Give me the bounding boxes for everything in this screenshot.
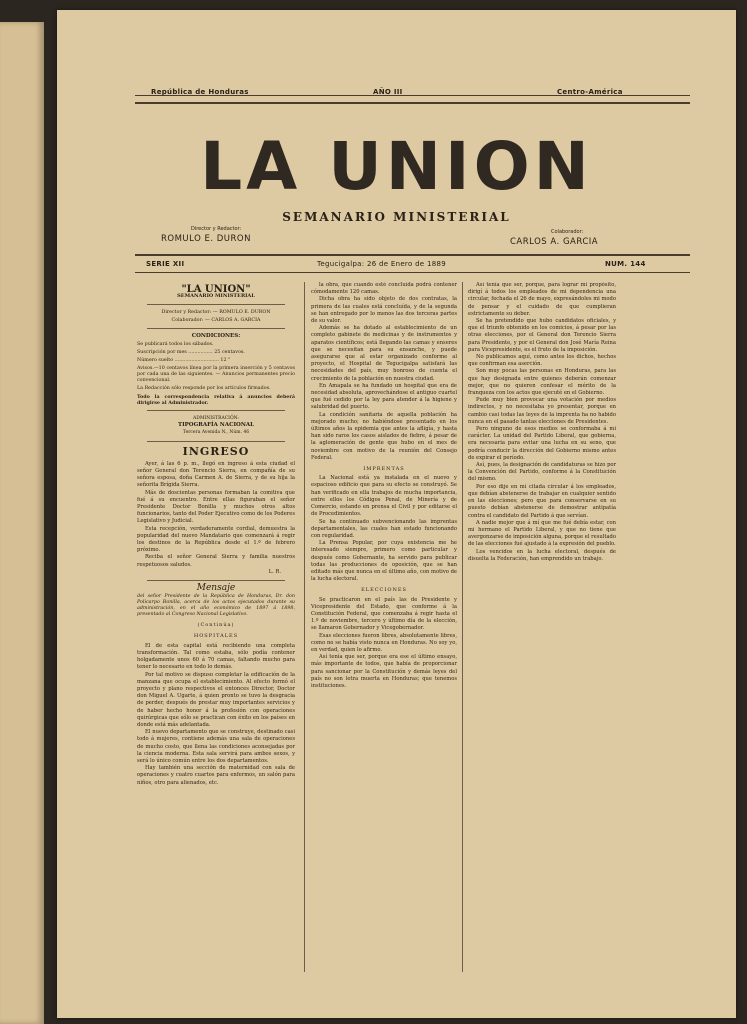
admin-address: Tercera Avenida N., Núm. 46: [182, 430, 250, 436]
c3-p8: Por eso dije en mi citada circular á los empleados, que debían abstenerse de trabajar en cualquier sentido en las elecciones; pero que para conservarse en su puesto debían abstenerse de demostrar antipatía contra el candidato del Partido á que servían.: [468, 483, 616, 519]
c2-p9: Se practicaron en el país las de Presidente y Vicepresidente del Estado, que conforme á la Constitución Federal, que comenzaba á regir hasta el 1.º de noviembre, tercero y último día de la elección, se llamaron Gobernador y Vicegobernador.: [311, 596, 457, 632]
box-title: "LA UNION": [181, 284, 251, 295]
note-1: La Redacción sólo responde por los artículos firmados.: [137, 386, 271, 392]
c3-p7: Así, pues, la designación de candidaturas se hizo por la Convención del Partido, conforme á la Constitución del mismo.: [468, 462, 616, 483]
rule-top-2: [135, 102, 690, 104]
collaborator-name: CARLOS A. GARCIA: [510, 237, 599, 247]
ingreso-p1: Ayer, á las 6 p. m., llegó en ingreso á esta ciudad el señor General don Terencio Sierra, en compañía de su señora esposa, doña Carmen A. de Sierra, y de su hija la señorita Brígida Sierra.: [137, 460, 295, 489]
c3-p2: Se ha pretendido que hubo candidatos oficiales, y que el triunfo obtenido en los comicios, á pesar por las otras elecciones, por el General don Terencio Sierra para Presidente, y por el General don José María Reina para Vicepresidente, es el fruto de la imposición.: [468, 318, 616, 353]
c2-p2: Dicha obra ha sido objeto de dos contratas, la primera de las cuales está concluída, y de la segunda se han entregado por lo menos las dos terceras partes de su valor.: [311, 296, 457, 325]
c2-p5: La condición sanitaria de aquella población ha mejorado mucho; no habiéndose presentado en los últimos años la epidemia que antes la afligía, y hasta han sido raros los casos aislados de fiebre, á pesar de la aglomeración de gente que hubo en el mes de noviembre con motivo de la reunión del Consejo Federal.: [311, 411, 457, 461]
c3-p4: Son muy pocas las personas en Honduras, para las que hay designada entre quienes deberán comenzar mejor, que no quieren confesar el mérito de la franqueza con los actos que ejecuté en el Gobierno.: [468, 368, 616, 397]
ingreso-p2: Más de doscientas personas formaban la comitiva que fué á su encuentro. Entre ellas figuraban el señor Presidente Doctor Bonilla y muchos otros altos funcionarios, tanto del Poder Ejecutivo como de los Poderes Legislativo y Judicial.: [137, 489, 295, 525]
country-label: República de Honduras: [151, 88, 249, 96]
c3-p10: Los vencidos en la lucha electoral, después de disuelta la Federación, han emprendido un trabajo.: [468, 548, 616, 562]
ingreso-signature: L. R.: [268, 568, 281, 575]
box-director: Director y Redactor: — ROMULO E. DURON: [161, 310, 271, 316]
ingreso-p4: Reciba el señor General Sierra y familia nuestros respetuosos saludos.: [137, 554, 295, 568]
masthead-subtitle: SEMANARIO MINISTERIAL: [282, 210, 511, 224]
conditions-heading: CONDICIONES:: [191, 332, 241, 339]
note-2: Todo la correspondencia relativa á anuncios deberá dirigirse al Administrador.: [137, 394, 295, 407]
c2-p8: La Prensa Popular, por cuya existencia me he interesado siempre, primero como particular y después como Gobernante, ha servido para publicar todas las producciones de oposición, que se han editado más que nunca en el último año, con motivo de la lucha electoral.: [311, 540, 457, 583]
c2-p10: Esas elecciones fueron libres, absolutamente libres, como no se había visto nunca en Honduras. No soy yo, en verdad, quien lo afirmo.: [311, 632, 457, 653]
column-1: [137, 282, 295, 978]
conditions-1: Se publicará todos los sábados.: [137, 342, 214, 348]
collaborator-label: Colaborador:: [551, 229, 584, 235]
c2-p7: Se ha continuado subvencionando las imprentas departamentales, las cuales han estado funcionando con regularidad.: [311, 518, 457, 539]
c3-p3: No publicamos aquí, como antes los dichos, hechos que confirman esa aserción.: [468, 354, 616, 368]
rule-mid-2: [135, 272, 690, 273]
c2-p4: En Amapala se ha fundado un hospital que era de necesidad absoluta, aprovechándose el antiguo cuartel que fué cedido por la ley para atender á la higiene y salubridad del puerto.: [311, 382, 457, 411]
c2-p6: La Nacional está ya instalada en el nuevo y espacioso edificio que para su efecto se construyó. Se han verificado en ella trabajos de mucha importancia, entre ellos los Códigos Penal, de Minería y de Comercio, estando en prensa el Civil y por editarse el de Procedimientos.: [311, 475, 457, 518]
director-name: ROMULO E. DURON: [161, 234, 251, 244]
conditions-3: Número suelto ............................. 12 ": [137, 358, 231, 364]
admin-label: ADMINISTRACIÓN:: [193, 416, 239, 422]
hosp-p1: El de esta capital está recibiendo una completa transformación. Tal como estaba, sólo podía contener holgadamente unos 60 á 70 camas, faltando mucho para tener lo necesario en todo lo demás.: [137, 642, 295, 671]
continua-label: (Continúa): [197, 622, 235, 629]
box-subtitle: SEMANARIO MINISTERIAL: [177, 293, 255, 300]
c2-p3: Además se ha dotado al establecimiento de un completo gabinete de medicinas y de instrumentos y aparatos científicos; está llegando las camas y enseres que se necesitan para su ensanche, y puede asegurarse que al estar organizado conforme al proyecto, el Hospital de Tegucigalpa satisfará las necesidades del país, muy honroso de cuenta el crecimiento de la población en nuestra ciudad.: [311, 325, 457, 382]
adjacent-page-edge: [0, 22, 44, 1024]
imprentas-heading: IMPRENTAS: [363, 466, 405, 473]
c3-p6: Pero ninguno de esos medios se conformaba á mi carácter. La unidad del Partido Liberal, que gobierna, era necesaria para evitar una lucha en su seno, que podría conducir la dirección del Gobierno mismo antes de expirar el período.: [468, 426, 616, 461]
admin-name: TIPOGRAFÍA NACIONAL: [178, 422, 254, 429]
hosp-p2: Por tal motivo se dispuso completar la edificación de la manzana que ocupa el establecimiento. Al efecto formó el proyecto y plano respectivos el entonces Director, Doctor don Miguel A. Ugarte, á quien pronto se tuvo la desgracia de perder, después de prestar muy importantes servicios y de haber hecho honor á la profesión con operaciones quirúrgicas que sólo se practican con éxito en los países en donde está más adelantada.: [137, 671, 295, 728]
dateline: Tegucigalpa: 26 de Enero de 1889: [317, 260, 446, 268]
issue-number: NUM. 144: [605, 260, 646, 268]
elecciones-heading: ELECCIONES: [361, 587, 407, 594]
mensaje-intro: del señor Presidente de la República de Honduras, Dr. don Policarpo Bonilla, acerca de los actos ejecutados durante su administración, en el año económico de 1897 á 1898, presentado al Congreso Nacional Legislativo.: [137, 594, 295, 618]
c3-p9: A nadie mejor que á mí que me fué debía estar, con mi hermano el Partido Liberal, y que no tiene que avergonzarse de imposición alguna, porque el resultado de las elecciones fué ajustado á la expresión del pueblo.: [468, 519, 616, 548]
director-label: Director y Redactor:: [191, 226, 242, 232]
hosp-p3: El nuevo departamento que se construye, destinado casi todo á mujeres, contiene además una sala de operaciones de mucho costo, que llena las condiciones aconsejadas por la ciencia moderna. Esta sala servirá para ambos sexos, y será lo único común entre los dos departamentos.: [137, 729, 295, 764]
c2-p1: la obra, que cuando esté concluída podrá contener cómodamente 120 camas.: [311, 282, 457, 296]
ingreso-title: INGRESO: [182, 444, 250, 458]
hosp-p4: Hay también una sección de maternidad con sala de operaciones y cuatro cuartos para enfermos, un salón para niños, otro para alienados, etc.: [137, 765, 295, 786]
ingreso-p3: Esta recepción, verdaderamente cordial, demuestra la popularidad del nuevo Mandatario que comenzará á regir los destinos de la República desde el 1.º de febrero próximo.: [137, 525, 295, 554]
mensaje-title: Mensaje: [196, 583, 236, 594]
series-label: SERIE XII: [146, 260, 185, 268]
column-rule-1: [304, 282, 305, 972]
year-label: AÑO III: [373, 88, 403, 96]
conditions-2: Suscripción por mes ................ 25 centavos.: [137, 350, 245, 356]
c3-p1: Así tenía que ser, porque, para lograr mi propósito, dirigí á todos los empleados de mi dependencia una circular, fechada el 26 de mayo, expresándoles mi modo de pensar y el cuidado de que cumplieran estrictamente su deber.: [468, 282, 616, 317]
masthead-title: LA UNION: [200, 128, 593, 205]
c3-p5: Pude muy bien provocar una votación por medios indirectos, y no necesitaba yo presentar, porque en cambio casi todas las leyes de la imprenta ha no habido nunca en el pasado tantas elecciones de Presidentes.: [468, 397, 616, 425]
column-3: [468, 282, 616, 978]
box-collaborator: Colaborador: — CARLOS A. GARCIA: [171, 317, 261, 323]
region-label: Centro-América: [557, 88, 623, 96]
newspaper-page: [57, 10, 736, 1018]
column-rule-2: [462, 282, 463, 972]
column-2: [311, 282, 457, 978]
hospitales-heading: HOSPITALES: [193, 633, 239, 640]
conditions-4: Avisos.—10 centavos línea por la primera inserción y 5 centavos por cada una de las siguientes. — Anuncios permanentes precio convencional.: [137, 366, 295, 384]
c2-p11: Así tenía que ser, porque era ese el último ensayo, más importante de todos, que había de proporcionar para sancionar por la Constitución y demás leyes del país no son letra muerta en Honduras; que tenemos instituciones.: [311, 654, 457, 689]
rule-mid: [135, 254, 690, 256]
